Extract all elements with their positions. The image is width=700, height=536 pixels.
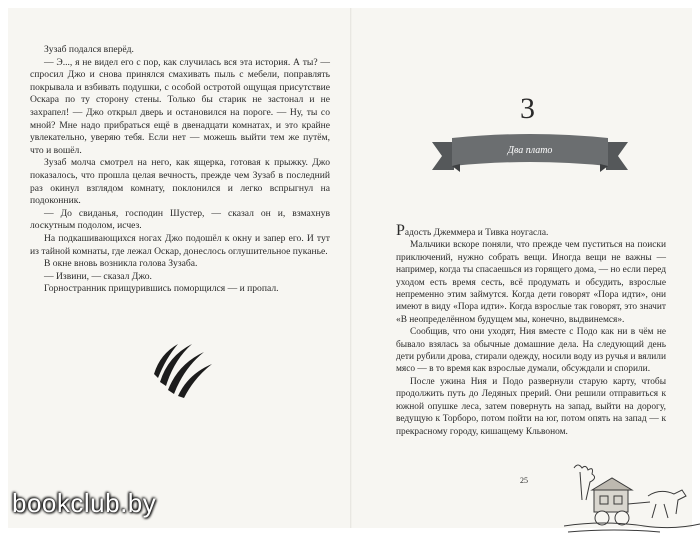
chapter-number: 3	[520, 92, 536, 125]
page-number: 25	[520, 476, 528, 485]
right-paragraph: Мальчики вскоре поняли, что прежде чем пуститься на поиски приключений, нужно собрать вещи. Иногда вещи не важны — например, когда ты спасаешься из горящего дома, — но если перед уходом есть время сесть, всё продумать и обсудить, взрослые непременно этим займутся. Когда дети говорят «Пора идти», они имеют в виду «Пора идти». Когда взрослые так говорят, это значит «В неопределённом будущем мы, конечно, выдвинемся».	[396, 240, 666, 325]
left-paragraph: — Извини, — сказал Джо.	[44, 270, 152, 282]
right-paragraph: После ужина Ния и Подо развернули старую карту, чтобы продолжить путь до Ледяных прерий. Они решили отправиться к южной опушке леса, затем повернуть на запад, выйти на дорогу, ведущую к Торборо, потом пойти на юг, потом опять на запад — к прекрасному городу, кишащему Кльвоном.	[396, 376, 666, 437]
left-paragraph: — Э..., я не видел его с пор, как случилась вся эта история. А ты? — спросил Джо и снова принялся смахивать пыль с мебели, поправлять покрывала и взбивать подушки, с особой остротой ощущая присутствие Оскара по ту сторону стены. Только бы старик не застонал и не захрапел! — Джо открыл дверь и остановился на пороге. — Ну, ты со мной? Мне надо прибраться ещё в двенадцати комнатах, и это крайне увлекательно, уверяю тебя. Если нет — можешь выйти тем же путём, что и вошёл.	[30, 56, 330, 156]
left-paragraph: Горностранник прищурившись поморщился — и пропал.	[44, 283, 279, 295]
right-paragraph-first	[396, 222, 666, 239]
right-paragraph-text: адость Джеммера и Тивка ноугасла.	[404, 228, 549, 238]
left-paragraph: Зузаб подался вперёд.	[44, 44, 134, 55]
claw-scratch-icon	[146, 338, 216, 398]
left-paragraph: — До свиданья, господин Шустер, — сказал он и, взмахнув лоскутным подолом, исчез.	[30, 207, 330, 232]
right-paragraph: Сообщив, что они уходят, Ния вместе с Подо как ни в чём не бывало взялась за обычные домашние дела. На следующий день дети рубили дрова, стирали одежду, носили воду из ручья и вялили мясо — в то время как взрослые думали, обсуждали и спорили.	[396, 327, 666, 375]
left-paragraph: Зузаб молча смотрел на него, как ящерка, готовая к прыжку. Джо показалось, что прошла целая вечность, прежде чем Зузаб в последний раз окинул взглядом комнату, поклонился и легко вспрыгнул на подоконник.	[30, 157, 330, 207]
chapter-title: Два плато	[507, 145, 553, 156]
wagon-illustration	[564, 460, 700, 536]
left-page-text	[30, 44, 330, 296]
book-spread	[8, 8, 692, 528]
drop-cap: Р	[396, 222, 405, 239]
right-page-text	[396, 222, 666, 438]
left-paragraph: В окне вновь возникла голова Зузаба.	[44, 258, 198, 270]
site-watermark: bookclub.by	[12, 488, 157, 518]
book-gutter	[350, 8, 352, 528]
left-paragraph: На подкашивающихся ногах Джо подошёл к окну и запер его. И тут из тайной комнаты, где лежал Оскар, донеслось оглушительное пуканье.	[30, 232, 330, 257]
